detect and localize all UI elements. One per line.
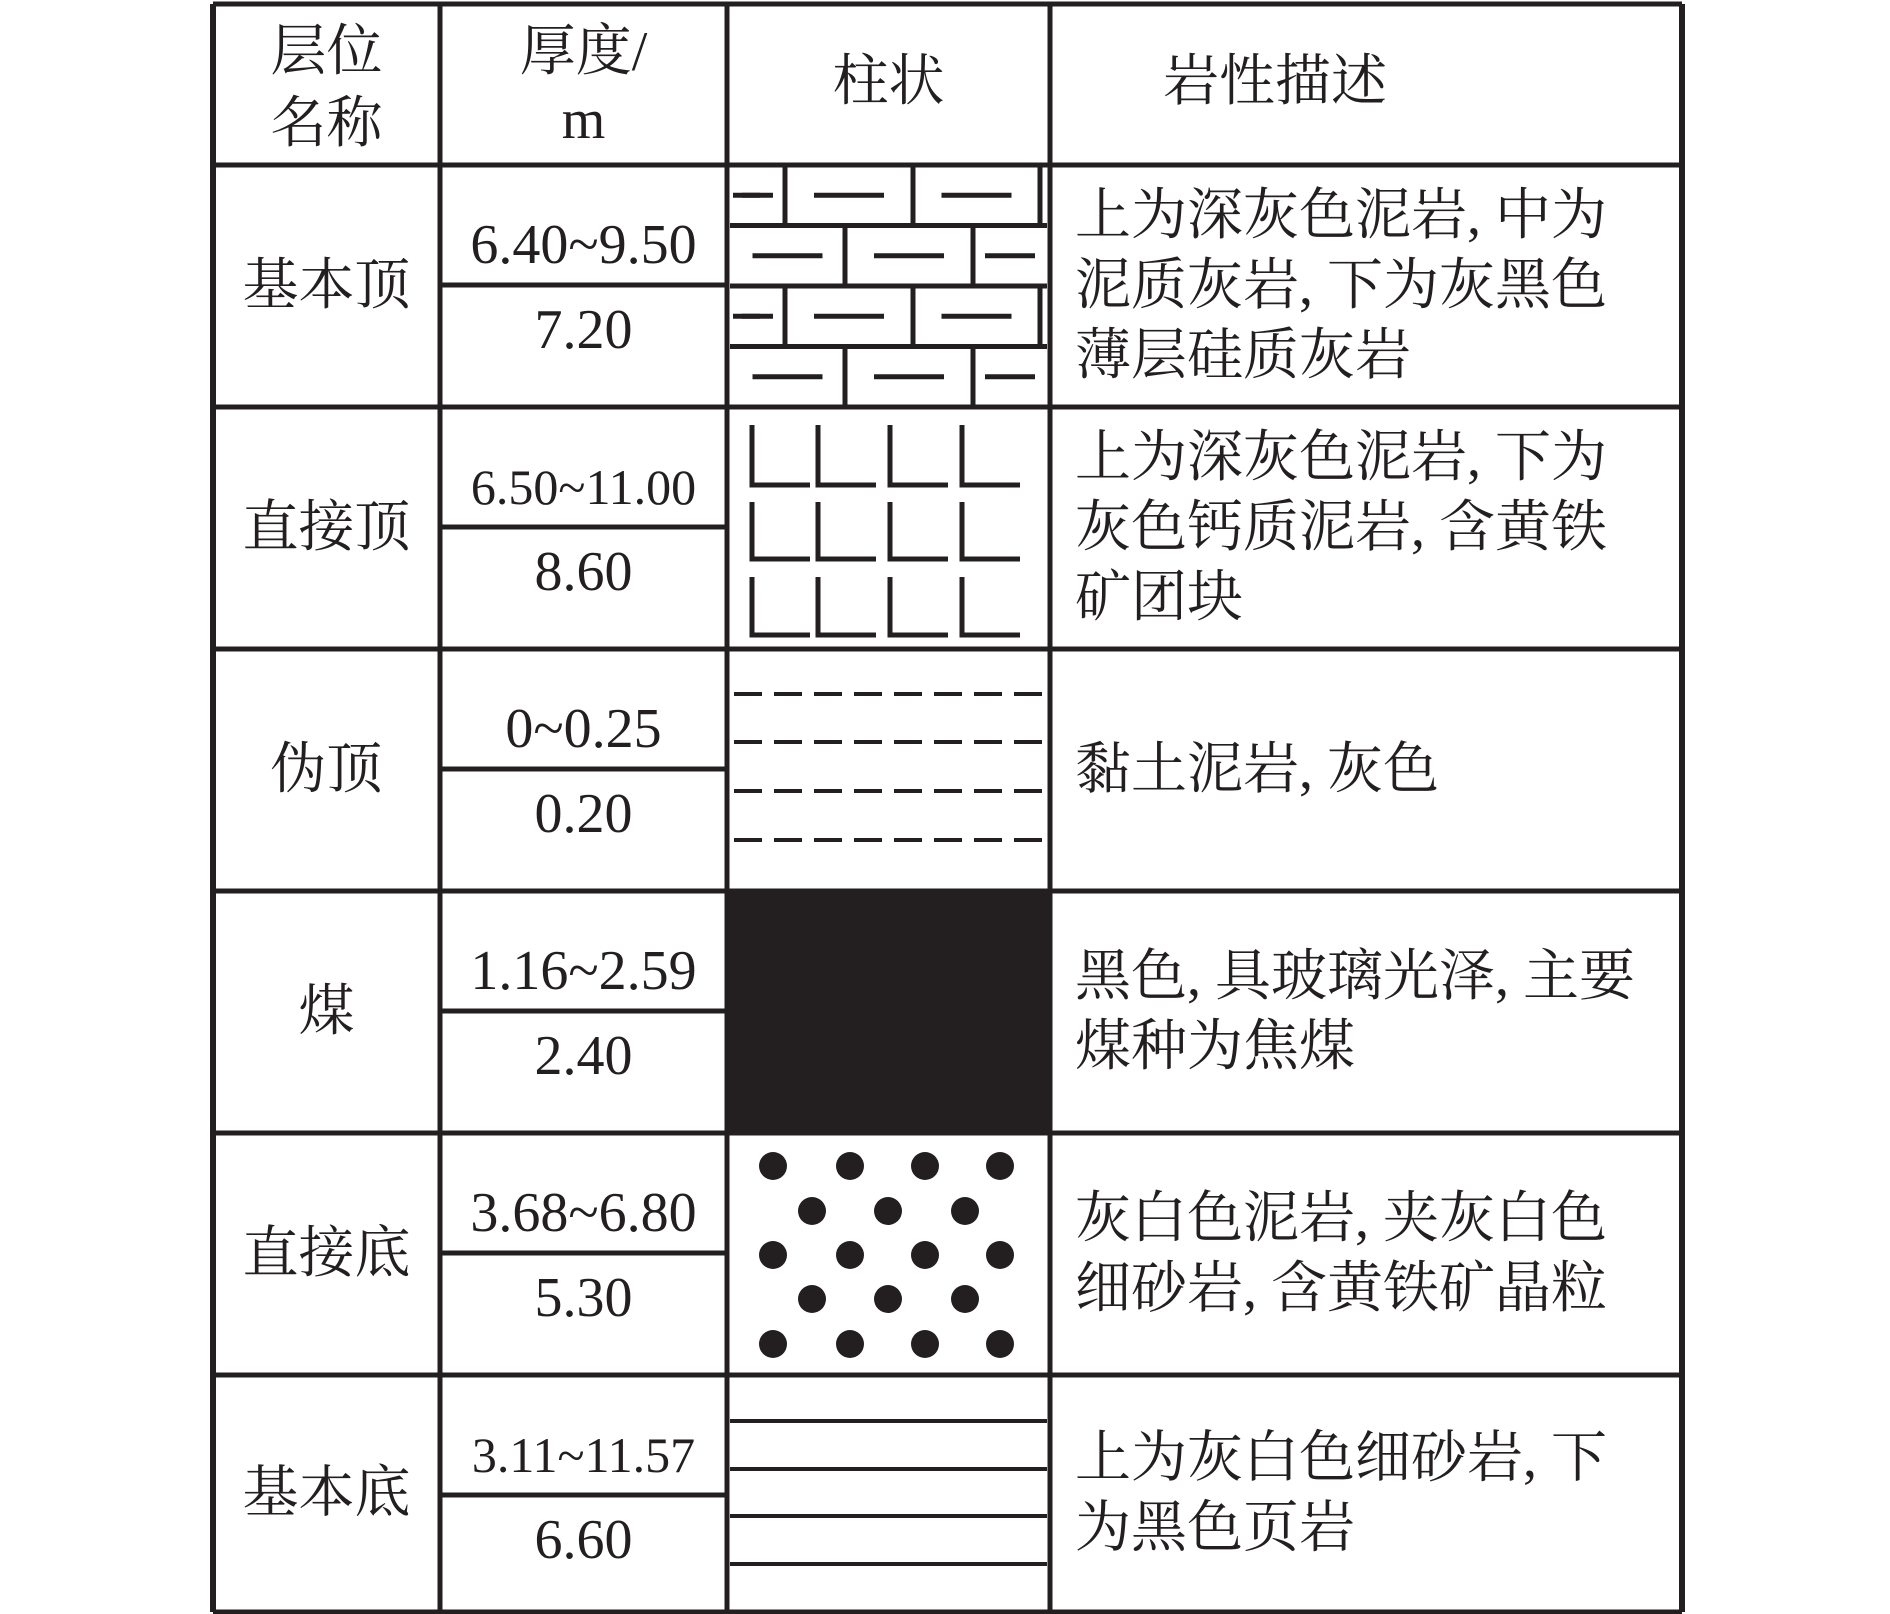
sand-dot <box>836 1241 864 1269</box>
lithology-pattern-shale-lines <box>730 1421 1047 1564</box>
thickness-typical: 0.20 <box>534 783 633 845</box>
l-mark <box>962 502 1020 559</box>
thickness-typical: 7.20 <box>534 299 633 361</box>
thickness-typical: 2.40 <box>534 1025 633 1087</box>
description-line: 灰白色泥岩, 夹灰白色 <box>1075 1188 1607 1250</box>
sand-dot <box>911 1152 939 1180</box>
sand-dot <box>986 1152 1014 1180</box>
header-name-line1: 层位 <box>270 21 383 83</box>
l-mark <box>890 577 948 635</box>
sand-dot <box>911 1241 939 1269</box>
header-description: 岩性描述 <box>1163 51 1387 113</box>
layer-name: 煤 <box>298 981 355 1043</box>
sand-dot <box>986 1330 1014 1358</box>
sand-dot <box>951 1197 979 1225</box>
description-line: 黏土泥岩, 灰色 <box>1075 739 1439 801</box>
thickness-typical: 5.30 <box>534 1267 633 1329</box>
sand-dot <box>911 1330 939 1358</box>
sand-dot <box>759 1152 787 1180</box>
layer-name: 直接顶 <box>242 497 411 559</box>
description-line: 泥质灰岩, 下为灰黑色 <box>1075 255 1607 317</box>
description-line: 灰色钙质泥岩, 含黄铁 <box>1075 497 1607 559</box>
description-line: 薄层硅质灰岩 <box>1075 325 1411 387</box>
lithology-pattern-limestone-brick <box>730 165 1047 407</box>
l-mark <box>818 577 876 635</box>
coal-fill <box>727 891 1050 1133</box>
description-line: 上为深灰色泥岩, 下为 <box>1075 427 1607 489</box>
sand-dot <box>798 1197 826 1225</box>
sand-dot <box>874 1197 902 1225</box>
description-line: 上为灰白色细砂岩, 下 <box>1075 1427 1607 1490</box>
header-name-line2: 名称 <box>270 93 383 155</box>
thickness-range: 3.11~11.57 <box>471 1427 696 1483</box>
layer-name: 伪顶 <box>270 739 383 801</box>
thickness-range: 3.68~6.80 <box>470 1182 697 1244</box>
thickness-range: 1.16~2.59 <box>470 940 697 1002</box>
l-mark <box>818 502 876 559</box>
sand-dot <box>836 1152 864 1180</box>
l-mark <box>752 577 810 635</box>
l-mark <box>818 425 876 485</box>
lithology-pattern-coal-solid <box>727 891 1050 1133</box>
sand-dot <box>836 1330 864 1358</box>
header-thickness-unit: m <box>561 89 606 151</box>
lithology-pattern-sandstone-dots <box>759 1152 1014 1358</box>
description-line: 细砂岩, 含黄铁矿晶粒 <box>1075 1258 1607 1320</box>
lithology-pattern-mudstone-dashes <box>734 694 1042 840</box>
l-mark <box>962 425 1020 485</box>
lithology-pattern-calcareous-l-marks <box>752 425 1020 635</box>
sand-dot <box>986 1241 1014 1269</box>
l-mark <box>752 502 810 559</box>
layer-name: 基本底 <box>242 1462 411 1525</box>
l-mark <box>962 577 1020 635</box>
description-line: 矿团块 <box>1075 567 1243 629</box>
layer-name: 基本顶 <box>242 255 411 317</box>
l-mark <box>890 502 948 559</box>
layer-name: 直接底 <box>242 1223 411 1285</box>
description-line: 黑色, 具玻璃光泽, 主要 <box>1075 946 1635 1008</box>
description-line: 上为深灰色泥岩, 中为 <box>1075 185 1607 247</box>
sand-dot <box>759 1241 787 1269</box>
sand-dot <box>759 1330 787 1358</box>
sand-dot <box>874 1285 902 1313</box>
thickness-typical: 6.60 <box>534 1509 633 1571</box>
l-mark <box>752 425 810 485</box>
description-line: 煤种为焦煤 <box>1075 1016 1355 1078</box>
description-line: 为黑色页岩 <box>1075 1497 1355 1560</box>
thickness-range: 6.50~11.00 <box>470 459 697 515</box>
thickness-range: 6.40~9.50 <box>470 214 697 276</box>
header-thickness-line1: 厚度/ <box>519 21 648 83</box>
sand-dot <box>951 1285 979 1313</box>
sand-dot <box>798 1285 826 1313</box>
l-mark <box>890 425 948 485</box>
thickness-range: 0~0.25 <box>505 698 662 760</box>
thickness-typical: 8.60 <box>534 541 633 603</box>
header-column: 柱状 <box>832 51 945 113</box>
